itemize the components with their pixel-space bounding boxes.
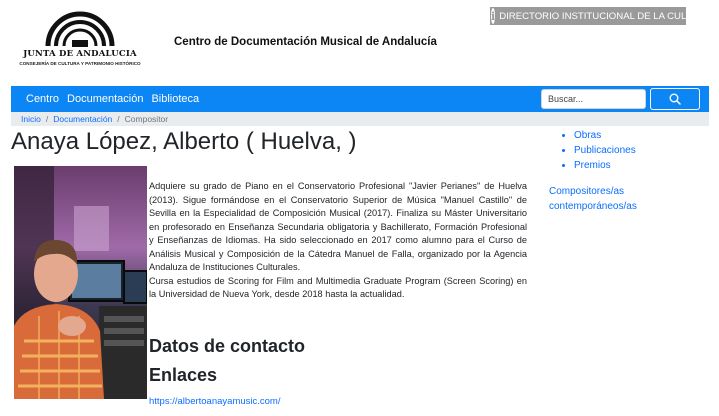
breadcrumb-separator: / xyxy=(117,114,120,124)
junta-arch-icon xyxy=(42,6,118,48)
nav-item-centro[interactable]: Centro xyxy=(26,93,60,105)
sidebar-link-obras[interactable]: Obras xyxy=(574,130,602,141)
composer-website-link[interactable]: https://albertoanayamusic.com/ xyxy=(149,396,281,407)
search-input[interactable] xyxy=(541,89,646,109)
main-navbar xyxy=(11,86,709,112)
info-icon: i xyxy=(491,9,496,23)
directorio-label: DIRECTORIO INSTITUCIONAL DE LA CULTURA xyxy=(499,10,712,22)
sidebar-item-obras xyxy=(574,128,636,143)
sidebar-link-premios[interactable]: Premios xyxy=(574,160,611,171)
page-title: Anaya López, Alberto ( Huelva, ) xyxy=(11,128,357,155)
logo-subtitle: CONSEJERÍA DE CULTURA Y PATRIMONIO HISTÓRICO xyxy=(19,61,141,66)
search-button[interactable] xyxy=(650,88,700,110)
contact-heading: Datos de contacto xyxy=(149,336,306,356)
composers-link[interactable]: Compositores/as contemporáneos/as xyxy=(549,186,637,212)
logo-name: JUNTA DE ANDALUCIA xyxy=(23,49,137,59)
junta-logo[interactable] xyxy=(18,6,142,72)
composer-bio xyxy=(149,180,527,302)
breadcrumb-current: Compositor xyxy=(124,114,169,124)
breadcrumb-inicio[interactable]: Inicio xyxy=(21,114,41,124)
nav-links xyxy=(26,86,199,112)
sidebar-link-publicaciones[interactable]: Publicaciones xyxy=(574,145,636,156)
nav-item-biblioteca[interactable]: Biblioteca xyxy=(151,93,200,105)
bio-paragraph: Adquiere su grado de Piano en el Conservatorio Profesional "Javier Perianes" de Huelva (2013). Sigue formándose en el Conservatorio Superior de Música "Manuel Castillo" de Sevilla en la Especialidad de Composición Musical (2017). Finaliza su Máster Universitario en profesorado en Enseñanza Secundaria obligatoria y Bachillerato, Formación Profesional y Enseñanzas de Idiomas. Ha sido seleccionado en 2017 como alumno para el Curso de Análisis Musical y Composición de la Cátedra Manuel de Falla, organizado por la Agencia Andaluza de Instituciones Culturales. xyxy=(149,181,527,272)
breadcrumb xyxy=(11,112,709,126)
sidebar-item-premios xyxy=(574,158,636,173)
links-heading: Enlaces xyxy=(149,365,218,385)
directorio-link[interactable] xyxy=(490,7,712,25)
breadcrumb-separator: / xyxy=(45,114,49,124)
sidebar-item-publicaciones xyxy=(574,143,636,158)
breadcrumb-documentacion[interactable]: Documentación xyxy=(53,114,113,124)
sidebar-list xyxy=(564,128,636,173)
composer-photo xyxy=(14,166,147,399)
nav-item-documentacion[interactable]: Documentación xyxy=(67,93,144,105)
bio-paragraph: Cursa estudios de Scoring for Film and Multimedia Graduate Program (Screen Scoring) en la Universidad de Nueva York, desde 2018 hasta la actualidad. xyxy=(149,275,527,299)
search-icon xyxy=(669,93,681,105)
site-title: Centro de Documentación Musical de Andalucía xyxy=(174,36,437,48)
